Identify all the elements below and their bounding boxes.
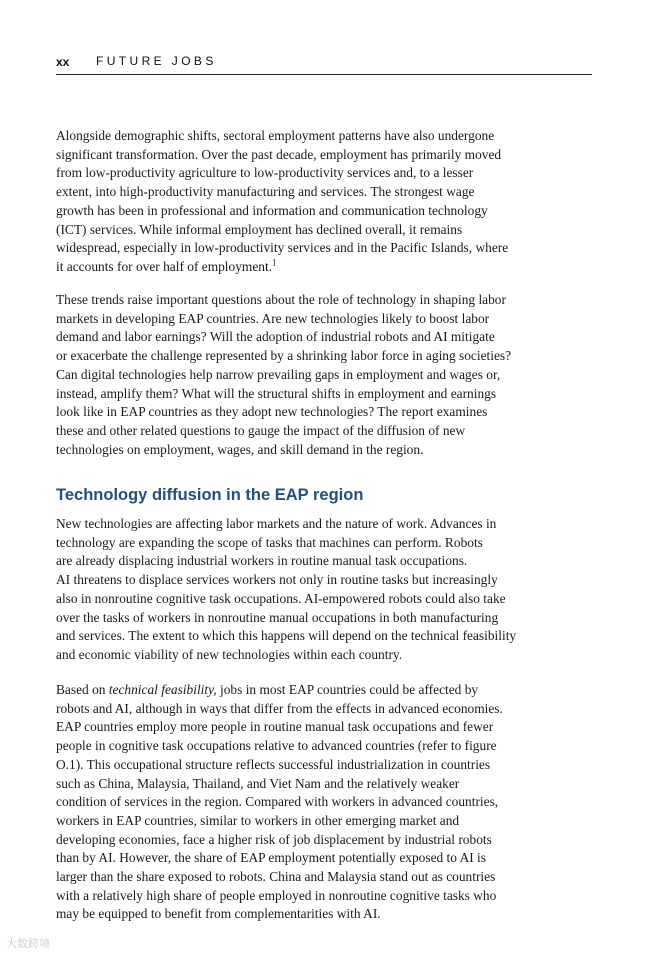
running-header xyxy=(56,54,592,75)
paragraph-line: demand and labor earnings? Will the adoption of industrial robots and AI mitigate xyxy=(56,329,495,345)
paragraph-line: these and other related questions to gauge the impact of the diffusion of new xyxy=(56,422,466,438)
paragraph-line: people in cognitive task occupations relative to advanced countries (refer to figure xyxy=(56,738,497,754)
paragraph-line: developing economies, face a higher risk of job displacement by industrial robots xyxy=(56,831,492,847)
italic-term: technical feasibility, xyxy=(108,682,217,697)
paragraph-line: widespread, especially in low-productivity services and in the Pacific Islands, where xyxy=(56,240,509,256)
paragraph-line: AI threatens to displace services workers not only in routine tasks but increasingly xyxy=(56,572,498,588)
paragraph-line: EAP countries employ more people in routine manual task occupations and fewer xyxy=(56,719,494,735)
paragraph-line: may be equipped to benefit from complementarities with AI. xyxy=(56,906,381,922)
text-run: Based on xyxy=(56,682,109,697)
paragraph-line: Can digital technologies help narrow prevailing gaps in employment and wages or, xyxy=(56,366,501,382)
paragraph-line-text: it accounts for over half of employment. xyxy=(56,258,273,274)
paragraph-line: look like in EAP countries as they adopt new technologies? The report examines xyxy=(56,404,488,420)
running-title: FUTURE JOBS xyxy=(96,54,217,68)
paragraph-line: growth has been in professional and information and communication technology xyxy=(56,202,488,218)
paragraph-line: significant transformation. Over the past decade, employment has primarily moved xyxy=(56,146,502,162)
paragraph-line: over the tasks of workers in nonroutine manual occupations in both manufacturing xyxy=(56,609,499,625)
paragraph-line: also in nonroutine cognitive task occupations. AI-empowered robots could also take xyxy=(56,590,506,606)
paragraph-3 xyxy=(56,515,546,665)
watermark: 大数跨境 xyxy=(6,937,50,950)
paragraph-line: Alongside demographic shifts, sectoral employment patterns have also undergone xyxy=(56,128,495,143)
paragraph-line: from low-productivity agriculture to low-productivity services and, to a lesser xyxy=(56,165,474,181)
paragraph-line: and economic viability of new technologies within each country. xyxy=(56,646,403,662)
section-heading: Technology diffusion in the EAP region xyxy=(56,486,364,504)
paragraph-line: condition of services in the region. Compared with workers in advanced countries, xyxy=(56,794,499,810)
paragraph-2 xyxy=(56,291,546,459)
paragraph-line: technology are expanding the scope of tasks that machines can perform. Robots xyxy=(56,534,483,550)
paragraph-line: extent, into high-productivity manufacturing and services. The strongest wage xyxy=(56,184,475,200)
text-run: jobs in most EAP countries could be affected by xyxy=(216,682,479,697)
paragraph-line: markets in developing EAP countries. Are new technologies likely to boost labor xyxy=(56,310,490,326)
paragraph-line: are already displacing industrial workers in routine manual task occupations. xyxy=(56,553,468,569)
paragraph-line xyxy=(56,681,546,700)
footnote-ref[interactable]: 1 xyxy=(272,257,277,268)
page-number: xx xyxy=(56,55,70,69)
paragraph-line: workers in EAP countries, similar to workers in other emerging market and xyxy=(56,812,460,828)
paragraph-line xyxy=(56,258,546,277)
paragraph-line: such as China, Malaysia, Thailand, and Viet Nam and the relatively weaker xyxy=(56,775,460,791)
paragraph-line: instead, amplify them? What will the structural shifts in employment and earnings xyxy=(56,385,497,401)
paragraph-line: (ICT) services. While informal employment has declined overall, it remains xyxy=(56,221,463,237)
paragraph-1 xyxy=(56,127,546,277)
paragraph-line: with a relatively high share of people employed in nonroutine cognitive tasks who xyxy=(56,887,497,903)
paragraph-line: technologies on employment, wages, and skill demand in the region. xyxy=(56,441,424,457)
paragraph-line: robots and AI, although in ways that differ from the effects in advanced economies. xyxy=(56,700,503,716)
paragraph-line: larger than the share exposed to robots. China and Malaysia stand out as countries xyxy=(56,869,496,885)
paragraph-4 xyxy=(56,681,546,924)
paragraph-line: O.1). This occupational structure reflects successful industrialization in countries xyxy=(56,756,491,772)
paragraph-line: than by AI. However, the share of EAP employment potentially exposed to AI is xyxy=(56,850,486,866)
paragraph-line: These trends raise important questions about the role of technology in shaping labor xyxy=(56,292,506,307)
paragraph-line: and services. The extent to which this happens will depend on the technical feasibility xyxy=(56,628,517,644)
paragraph-line: New technologies are affecting labor markets and the nature of work. Advances in xyxy=(56,516,497,531)
paragraph-line: or exacerbate the challenge represented by a shrinking labor force in aging societies? xyxy=(56,348,512,364)
